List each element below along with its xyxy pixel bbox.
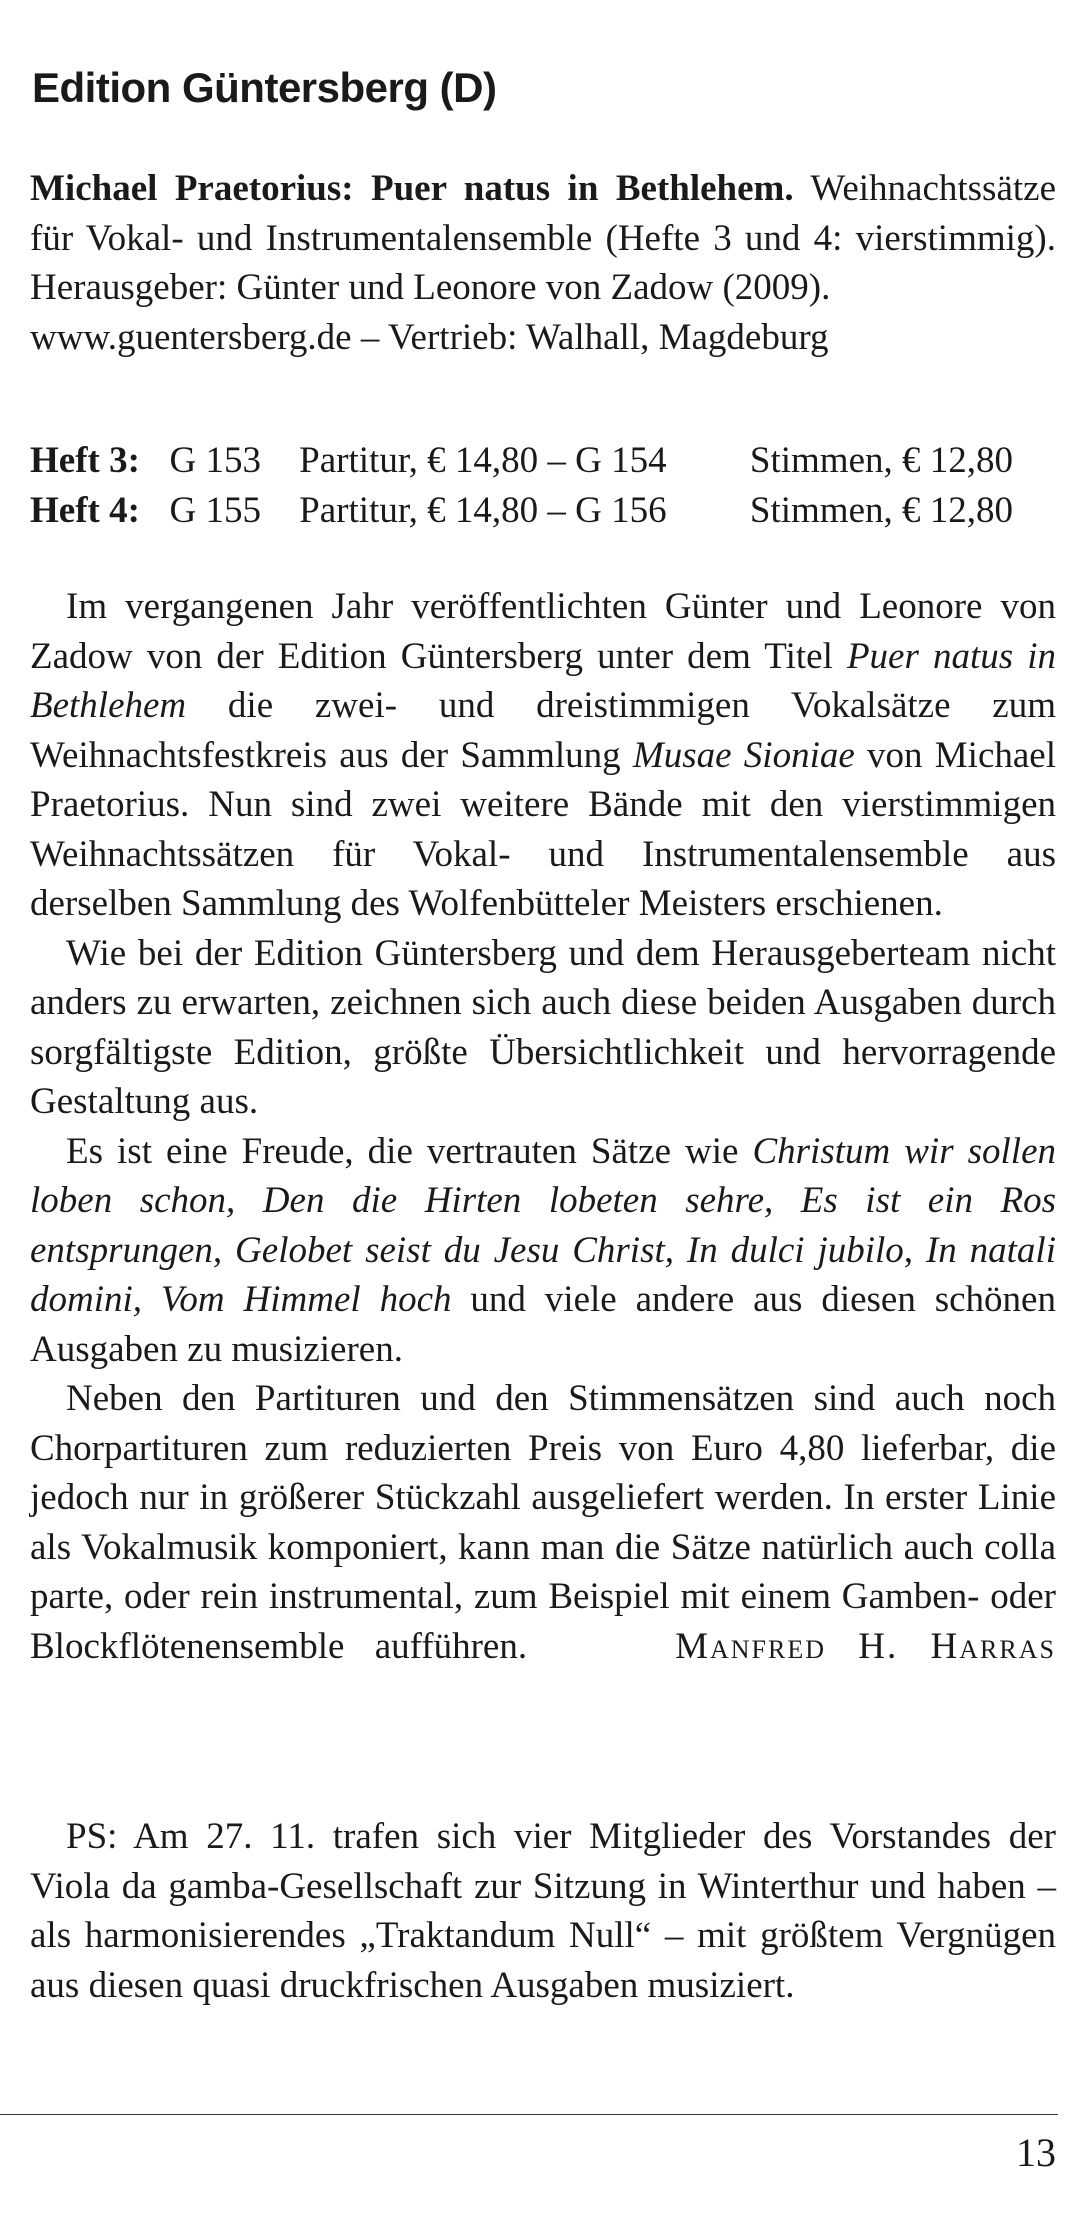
paragraph-1 [30, 582, 1056, 929]
collection-title: Musae Sioniae [632, 734, 855, 776]
heft-parts-price: Stimmen, € 12,80 [749, 489, 1014, 531]
edition-price-table [30, 436, 1056, 535]
song-titles: Christum wir sollen loben schon, Den die Hirten lobeten sehre, Es ist ein Ros entsprungen, Gelobet seist du Jesu Christ, In dulci jubilo, In natali domini, Vom Himmel hoch [30, 1130, 1057, 1320]
heft-code: G 155 [169, 489, 261, 531]
paragraph-2: Wie bei der Edition Güntersberg und dem Herausgeberteam nicht anders zu erwarten, zeichnen sich auch diese beiden Ausgaben durch sorgfältigste Edition, größte Übersichtlichkeit und hervorragende Gestaltung aus. [30, 932, 1056, 1122]
review-description: Weihnachtssätze für Vokal- und Instrumentalensemble (Hefte 3 und 4: vierstimmig). Herausgeber: Günter und Leonore von Zadow (2009). [30, 168, 1056, 308]
review-header [30, 164, 1056, 362]
text-run: von Michael Praetorius. Nun sind zwei weitere Bände mit den vierstimmigen Weihnachtssätzen für Vokal- und Instrumentalensemble aus derselben Sammlung des Wolfenbütteler Meisters erschienen. [30, 734, 1057, 924]
paragraph-3 [30, 1127, 1056, 1375]
heft-score-price: Partitur, € 14,80 – G 156 [299, 489, 667, 531]
footer-rule [0, 2114, 1058, 2115]
paragraph-4 [30, 1374, 1056, 1671]
text-run: Neben den Partituren und den Stimmensätzen sind auch noch Chorpartituren zum reduzierten Preis von Euro 4,80 lieferbar, die jedoch nur in größerer Stückzahl ausgeliefert werden. In erster Linie als Vokalmusik komponiert, kann man die Sätze natürlich auch colla parte, oder rein instrumental, zum Beispiel mit einem Gamben- oder Blockflötenensemble aufführen. [30, 1378, 1056, 1667]
postscript-paragraph: PS: Am 27. 11. trafen sich vier Mitglieder des Vorstandes der Viola da gamba-Gesellschaft zur Sitzung in Winterthur und haben – als harmonisierendes „Traktandum Null“ – mit größtem Vergnügen aus diesen quasi druckfrischen Ausgaben musiziert. [30, 1816, 1056, 2006]
heft-parts-price: Stimmen, € 12,80 [749, 440, 1014, 481]
heft-label: Heft 3: [30, 440, 140, 481]
author-signature: Manfred H. Harras [675, 1625, 1056, 1667]
postscript [30, 1812, 1056, 2010]
heft-code: G 153 [169, 440, 261, 481]
review-title: Michael Praetorius: Puer natus in Bethlehem. [30, 168, 794, 209]
text-run: Im vergangenen Jahr veröffentlichten Günter und Leonore von Zadow von der Edition Güntersberg unter dem Titel [30, 586, 1056, 677]
page-number: 13 [1016, 2130, 1056, 2175]
review-title-paragraph [30, 164, 1056, 313]
publisher-url-line: www.guentersberg.de – Vertrieb: Walhall, Magdeburg [30, 316, 829, 358]
heft-row [30, 486, 1056, 536]
review-body [30, 582, 1056, 1671]
text-run: die zwei- und dreistimmigen Vokalsätze zum Weihnachtsfestkreis aus der Sammlung [30, 685, 1056, 776]
section-heading: Edition Güntersberg (D) [32, 64, 497, 111]
text-run: Es ist eine Freude, die vertrauten Sätze wie [66, 1130, 753, 1172]
heft-label: Heft 4: [30, 489, 140, 531]
text-run: und viele andere aus diesen schönen Ausgaben zu musizieren. [30, 1279, 1056, 1370]
heft-row [30, 436, 1056, 486]
work-title: Puer natus in Bethlehem [30, 635, 1057, 726]
heft-score-price: Partitur, € 14,80 – G 154 [299, 440, 667, 481]
